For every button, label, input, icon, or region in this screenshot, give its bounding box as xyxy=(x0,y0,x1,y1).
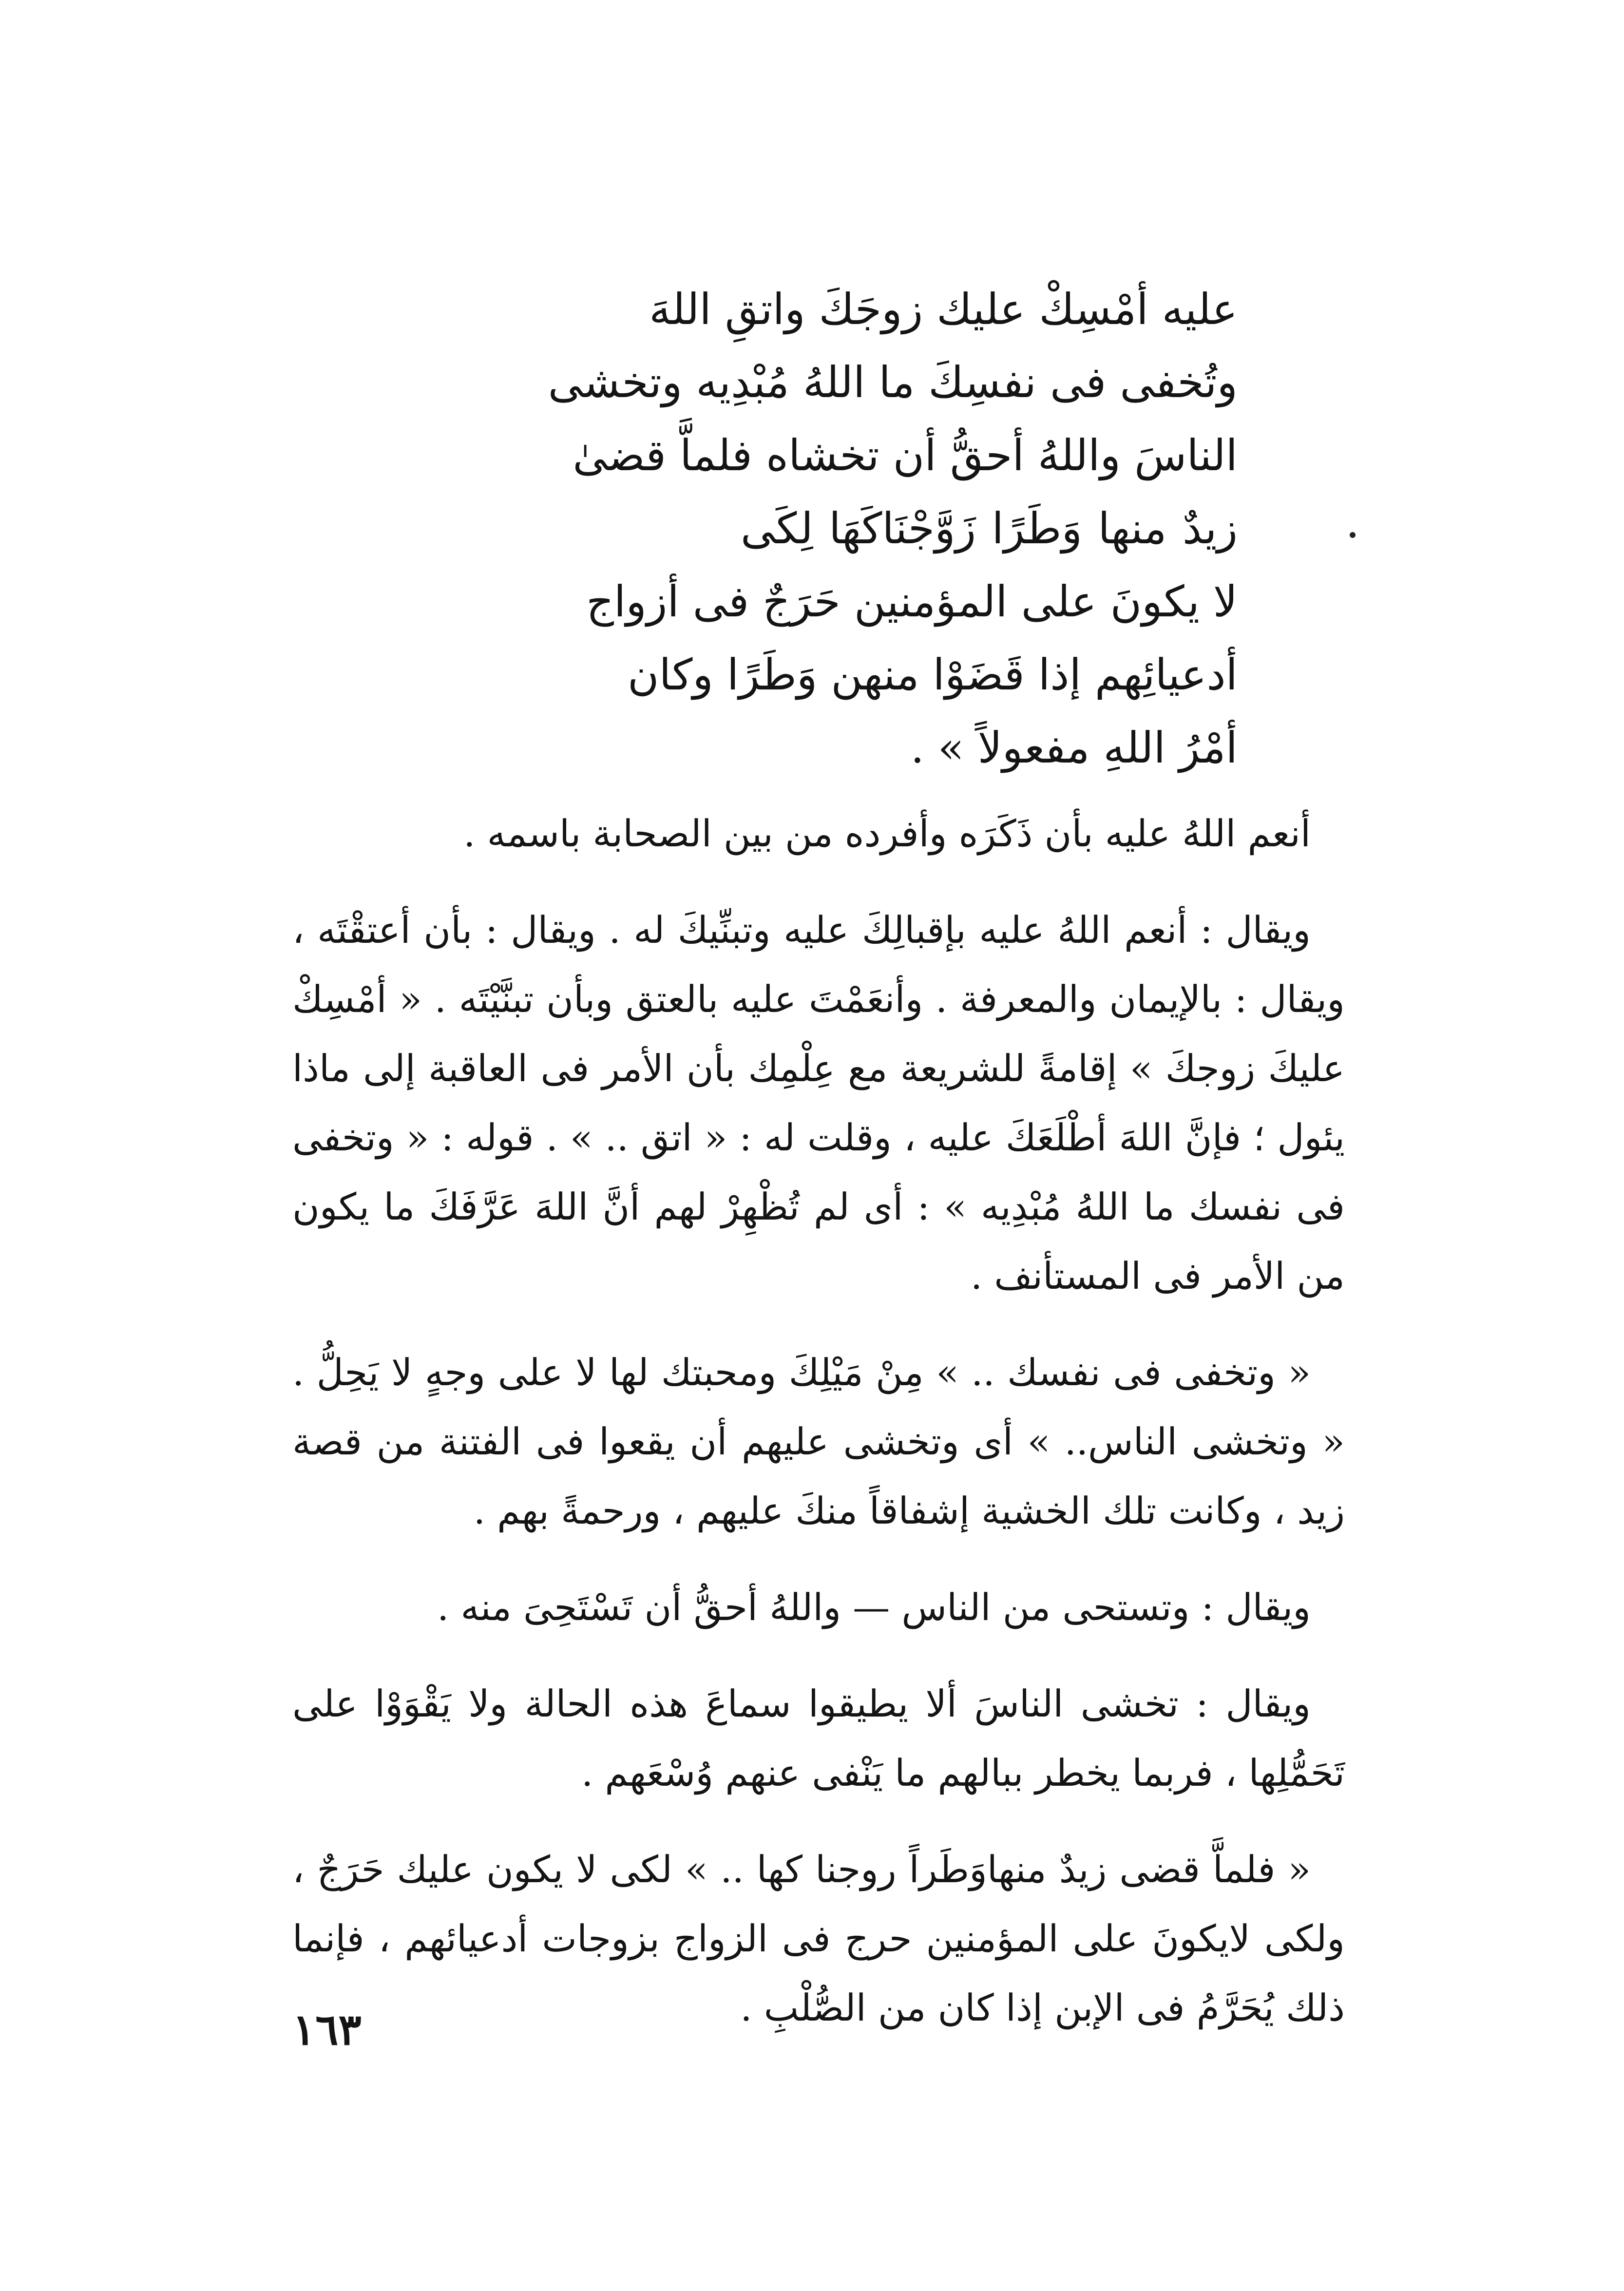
verse-line: زيدٌ منها وَطَرًا زَوَّجْنَاكَهَا لِكَى xyxy=(741,503,1238,554)
page-number: ١٦٣ xyxy=(292,2004,362,2055)
commentary-paragraph: ويقال : تخشى الناسَ ألا يطيقوا سماعَ هذه الحالة ولا يَقْوَوْا على تَحَمُّلِها ، فربما يخطر ببالهم ما يَنْفى عنهم وُسْعَهم . xyxy=(292,1682,1345,1795)
verse-line: وتُخفى فى نفسِكَ ما اللهُ مُبْدِيه وتخشى xyxy=(548,357,1238,407)
quranic-verse-block xyxy=(548,273,1238,784)
verse-line: الناسَ واللهُ أحقُّ أن تخشاه فلماَّ قضىٰ xyxy=(573,430,1238,480)
commentary-paragraph: ويقال : وتستحى من الناس — واللهُ أحقُّ أن تَسْتَحِىَ منه . xyxy=(437,1585,1311,1629)
verse-line: أدعيائِهم إذا قَضَوْا منهن وَطَرًا وكان xyxy=(628,649,1238,700)
verse-line: لا يكونَ على المؤمنين حَرَجٌ فى أزواج xyxy=(586,576,1238,627)
verse-line: عليه أمْسِكْ عليك زوجَكَ واتقِ اللهَ xyxy=(649,284,1238,334)
commentary-paragraph: ويقال : أنعم اللهُ عليه بإقبالِكَ عليه وتبنِّيكَ له . ويقال : بأن أعتقْتَه ، ويقال : بالإيمان والمعرفة . وأنعَمْتَ عليه بالعتق وبأن تبنَّيْتَه . « أمْسِكْ عليكَ زوجكَ » إقامةً للشريعة مع عِلْمِك بأن الأمر فى العاقبة إلى ماذا يئول ؛ فإنَّ اللهَ أطْلَعَكَ عليه ، وقلت له : « اتق .. » . قوله : « وتخفى فى نفسك ما اللهُ مُبْدِيه » : أى لم تُظْهِرْ لهم أنَّ اللهَ عَرَّفَكَ ما يكون من الأمر فى المستأنف . xyxy=(292,908,1345,1298)
commentary-body xyxy=(292,799,1345,2070)
commentary-paragraph: « فلماَّ قضى زيدٌ منهاوَطَراً روجنا كها .. » لكى لا يكون عليك حَرَجٌ ، ولكى لايكونَ على المؤمنين حرج فى الزواج بزوجات أدعيائهم ، فإنما ذلك يُحَرَّمُ فى الإبن إذا كان من الصُّلْبِ . xyxy=(292,1848,1345,2029)
margin-dot xyxy=(1350,532,1356,538)
commentary-paragraph: « وتخفى فى نفسك .. » مِنْ مَيْلِكَ ومحبتك لها لا على وجهٍ لا يَحِلُّ . « وتخشى الناس.. » أى وتخشى عليهم أن يقعوا فى الفتنة من قصة زيد ، وكانت تلك الخشية إشفاقاً منكَ عليهم ، ورحمةً بهم . xyxy=(292,1351,1345,1532)
commentary-paragraph: أنعم اللهُ عليه بأن ذَكَرَه وأفرده من بين الصحابة باسمه . xyxy=(463,812,1311,855)
verse-line: أمْرُ اللهِ مفعولاً » . xyxy=(910,723,1238,773)
